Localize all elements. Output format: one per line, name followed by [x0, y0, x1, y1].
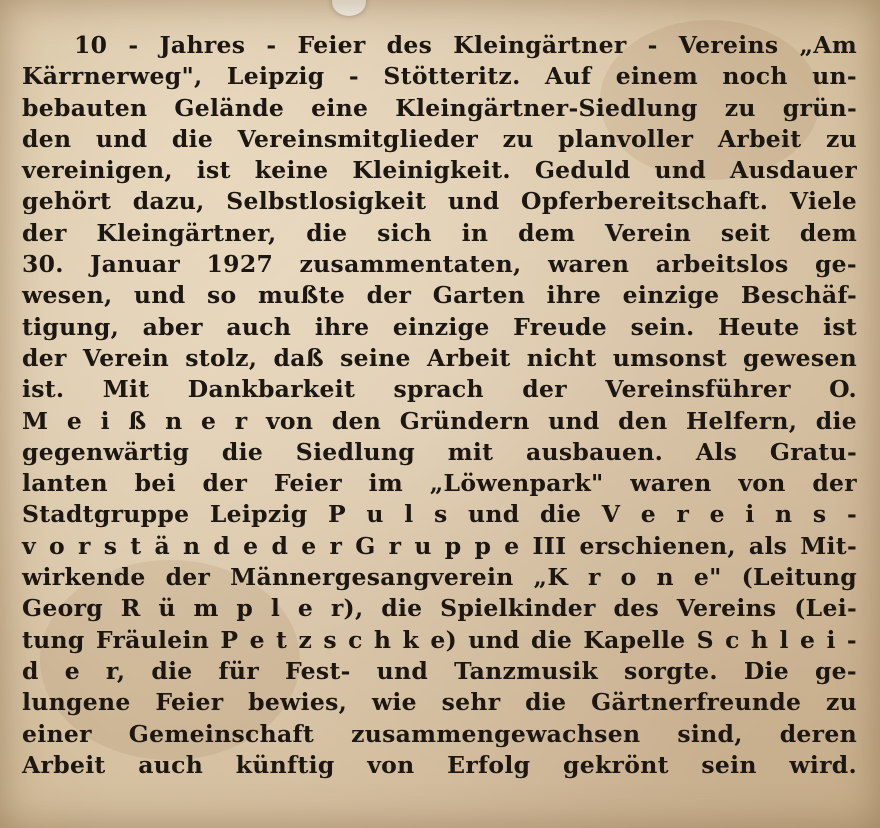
article-line: ist. Mit Dankbarkeit sprach der Vereinsführer O. — [22, 375, 857, 404]
article-line: Arbeit auch künftig von Erfolg gekrönt sein wird. — [22, 750, 857, 779]
article-line: tigung, aber auch ihre einzige Freude sein. Heute ist — [22, 312, 857, 341]
article-line: gegenwärtig die Siedlung mit ausbauen. Als Gratu- — [22, 437, 857, 466]
article-line: der Kleingärtner, die sich in dem Verein seit dem — [22, 218, 857, 247]
article-line: tung Fräulein P e t z s c h k e) und die Kapelle S c h l e i - — [22, 625, 857, 654]
paper-tear — [332, 0, 366, 16]
article-line: M e i ß n e r von den Gründern und den Helfern, die — [22, 406, 857, 435]
article-line: v o r s t ä n d e d e r G r u p p e III erschienen, als Mit- — [22, 531, 857, 560]
article-line: 10 - Jahres - Feier des Kleingärtner - Vereins „Am — [74, 31, 857, 59]
article-line: gehört dazu, Selbstlosigkeit und Opferbereitschaft. Viele — [22, 187, 857, 216]
article-line: Kärrnerweg", Leipzig - Stötteritz. Auf einem noch un- — [22, 62, 857, 91]
article-line: lungene Feier bewies, wie sehr die Gärtnerfreunde zu — [22, 688, 857, 717]
article-line: bebauten Gelände eine Kleingärtner-Siedlung zu grün- — [22, 93, 857, 122]
article-line: wesen, und so mußte der Garten ihre einzige Beschäf- — [22, 281, 857, 310]
article-line: wirkende der Männergesangverein „K r o n e" (Leitung — [22, 563, 857, 592]
article-line: d e r, die für Fest- und Tanzmusik sorgte. Die ge- — [22, 656, 857, 685]
article-line: einer Gemeinschaft zusammengewachsen sind, deren — [22, 719, 857, 748]
article-line: vereinigen, ist keine Kleinigkeit. Geduld und Ausdauer — [22, 156, 857, 185]
article-text — [22, 30, 857, 781]
article-line: lanten bei der Feier im „Löwenpark" waren von der — [22, 469, 857, 498]
article-line: der Verein stolz, daß seine Arbeit nicht umsonst gewesen — [22, 343, 857, 372]
article-line: Georg R ü m p l e r), die Spielkinder des Vereins (Lei- — [22, 594, 857, 623]
article-line: den und die Vereinsmitglieder zu planvoller Arbeit zu — [22, 124, 857, 153]
article-line: Stadtgruppe Leipzig P u l s und die V e r e i n s - — [22, 500, 857, 529]
article-line: 30. Januar 1927 zusammentaten, waren arbeitslos ge- — [22, 250, 857, 279]
